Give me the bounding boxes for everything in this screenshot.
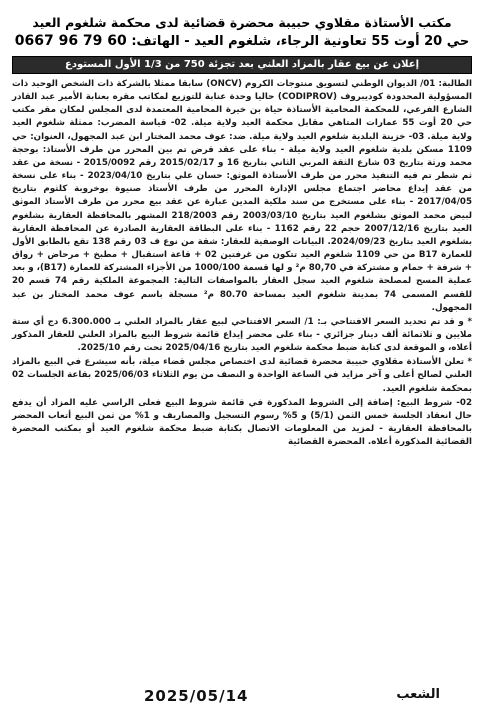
- notice-footer: [14, 687, 470, 705]
- office-name: مكتب الأستاذة مقلاوي حبيبة محضرة قضائية لدى محكمة شلغوم العيد: [32, 15, 452, 30]
- office-address: حي 20 أوت 55 تعاونية الرجاء، شلغوم العيد - الهاتف:: [131, 34, 470, 49]
- notice-paragraph-price: * و قد تم تحديد السعر الافتتاحي بـ: 1/ السعر الافتتاحي لبيع عقار بالمزاد العلني بـ 6.300.000 دج أي ستة ملايين و ثلاثمائة ألف دينار جزائري - بناء على محضر إيداع قائمة شروط البيع بالمزاد العلني للعقار المذكور أعلاه، و الموقعة لدى كتابة ضبط محكمة شلغوم العيد بتاريخ 2025/04/16 تحت رقم 2025/10.: [12, 316, 472, 354]
- office-address-line: [12, 33, 472, 50]
- office-phone: 0667 96 79 60: [14, 33, 127, 49]
- notice-paragraph-parties: الطالبة: 01/ الديوان الوطني لتسويق منتوجات الكروم (ONCV) سابقا ممثلا بالشركة ذات الشخص الوحيد ذات المسؤولية المحدودة كوديبروف (CODIPROV) حاليا وحدة عنابة للتوزيع لمكاتب مقره بعنابة الأمير عبد القادر الشارع الفرعي، للمحكمة المحامية الأستاذة حياة بن خيرة المحامية المعتمدة لدى المجلس لمكان مقر مكتب حي 20 أوت 55 عمارات المتاهي مقابل محكمة العيد ولاية ميلة. 02- قياسة المضرب: ممثلة شلغوم العيد ولاية ميلة. 03- خزينة البلدية شلغوم العيد ولاية ميلة. ضد: عوف محمد المختار ابن عبد المجهول، العنوان: حي 1109 مسكن بلدية شلغوم العيد ولاية ميلة - بناء على عقد قرض تم بين المحرر من طرف الأستاذ: بوحجة محمد ورثة بتاريخ 03 شارع الثقة المربي الثاني بتاريخ 16 و 2015/02/17 رقم 2015/0092 - نسخة من عقد ثم شطر تم فيه التنفيذ محرر من طرف الأستاذة الموثق: حسان علي بتاريخ 2023/04/10 - بناء على نسخة من عقد إيداع محاضر اجتماع مجلس الإدارة المحرر من طرف الأستاذ صنيوة بوخروبة كلثوم بتاريخ 2017/04/05 - بناء على مستخرج من سند ملكية المدين عبارة عن عقد بيع محرر من طرف الأستاذ الموثق لبيض محمد الموثق بشلغوم العيد بتاريخ 2003/03/10 رقم 218/2003 المشهر بالمحافظة العقارية بشلغوم العيد بتاريخ 2007/12/16 حجم 22 رقم 1162 - بناء على البطاقة العقارية الصادرة عن المحافظة العقارية بشلغوم العيد بتاريخ 2024/09/23. البيانات الوصفية للعقار: شقة من نوع ف 03 رقم 138 تقع بالطابق الأول للعمارة B17 من حي 1109 شلغوم العيد تتكون من غرفتين 02 + قاعة استقبال + مطبخ + مرحاض + رواق + شرفة + حمام و مشتركة في 80,70 م² و لها قسمة 1000/100 من الأجزاء المشتركة للعمارة (B17)، و بعد عملية المسح لمصلحة شلغوم العيد سجل العقار بالمواصفات التالية: المجموعة الملكية رقم 74 قسم 20 للقسم المسمى 74 بمدينة شلغوم العيد بمساحة 80.70 م² مسجلة باسم عوف محمد المختار بن عبد المجهول.: [12, 79, 473, 313]
- notice-header: [12, 14, 472, 50]
- notice-paragraph-auction-date: * تعلن الأستاذة مقلاوي حبيبة محضرة قضائية لدى اختصاص مجلس قضاء ميلة، بأنه سيشرع في البيع بالمزاد العلني لصالح أعلى و آخر مزايد في الساعة الواحدة و النصف من يوم الثلاثاء 2025/06/03 بقاعة الجلسات 02 بمحكمة شلغوم العيد.: [12, 357, 472, 394]
- notice-body: [12, 78, 472, 449]
- publication-date: 2025/05/14: [144, 687, 249, 705]
- notice-title-banner: إعلان عن بيع عقار بالمزاد العلني بعد تجزئة 750 من 1/3 الأول المستودع: [12, 56, 472, 74]
- newspaper-name: الشعب: [396, 687, 440, 702]
- notice-paragraph-sale-terms: 02- شروط البيع: إضافة إلى الشروط المذكورة في قائمة شروط البيع فعلى الراسي عليه المزاد أن يدفع حال انعقاد الجلسة خمس الثمن (5/1) و 5% رسوم التسجيل والمصاريف و 1% من ثمن البيع أتعاب المحضر بالمحافظة العقارية - لمزيد من المعلومات الاتصال بكتابة ضبط محكمة شلغوم العيد أو بمكتب المحضرة القضائية المذكورة أعلاه. المحضرة القضائية: [12, 397, 472, 448]
